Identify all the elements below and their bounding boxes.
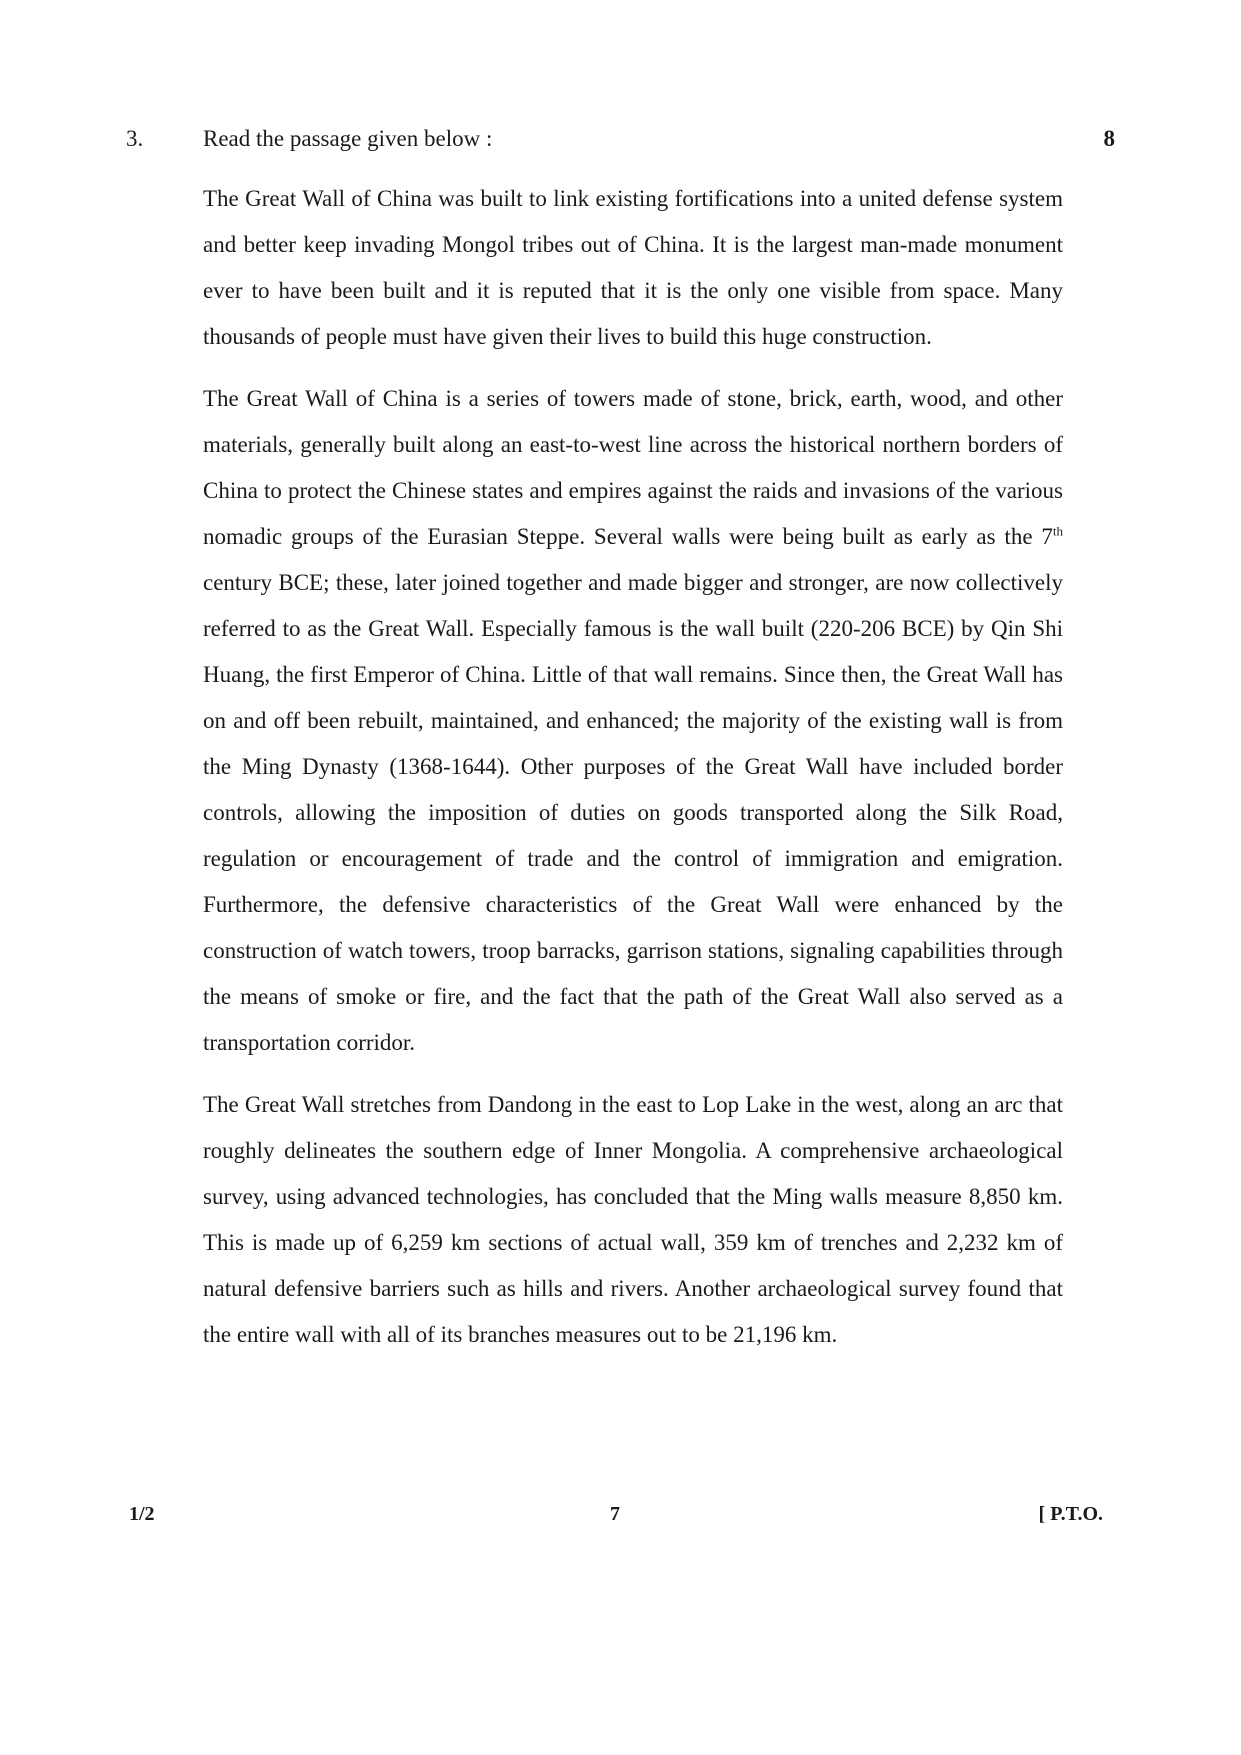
question-marks: 8 bbox=[1103, 126, 1115, 151]
question-prompt: Read the passage given below : bbox=[203, 126, 493, 151]
page-number: 7 bbox=[610, 1503, 620, 1525]
question-number: 3. bbox=[126, 126, 144, 151]
please-turn-over: [ P.T.O. bbox=[1038, 1503, 1103, 1525]
reading-passage bbox=[203, 176, 1063, 1374]
passage-paragraph-1: The Great Wall of China was built to link existing fortifications into a united defense system and better keep invading Mongol tribes out of China. It is the largest man-made monument ever to have been built and it is reputed that it is the only one visible from space. Many thousands of people must have given their lives to build this huge construction. bbox=[203, 186, 1063, 349]
paragraph-2-text-start: The Great Wall of China is a series of towers made of stone, brick, earth, wood, and other materials, generally built along an east-to-west line across the historical northern borders of China to protect the Chinese states and empires against the raids and invasions of the various nomadic groups of the Eurasian Steppe. Several walls were being built as early as the 7 bbox=[203, 386, 1063, 549]
passage-paragraph-2 bbox=[203, 376, 1063, 1066]
paragraph-2-text-end: century BCE; these, later joined together and made bigger and stronger, are now collectively referred to as the Great Wall. Especially famous is the wall built (220-206 BCE) by Qin Shi Huang, the first Emperor of China. Little of that wall remains. Since then, the Great Wall has on and off been rebuilt, maintained, and enhanced; the majority of the existing wall is from the Ming Dynasty (1368-1644). Other purposes of the Great Wall have included border controls, allowing the imposition of duties on goods transported along the Silk Road, regulation or encouragement of trade and the control of immigration and emigration. Furthermore, the defensive characteristics of the Great Wall were enhanced by the construction of watch towers, troop barracks, garrison stations, signaling capabilities through the means of smoke or fire, and the fact that the path of the Great Wall also served as a transportation corridor. bbox=[203, 570, 1063, 1055]
passage-paragraph-3: The Great Wall stretches from Dandong in the east to Lop Lake in the west, along an arc that roughly delineates the southern edge of Inner Mongolia. A comprehensive archaeological survey, using advanced technologies, has concluded that the Ming walls measure 8,850 km. This is made up of 6,259 km sections of actual wall, 359 km of trenches and 2,232 km of natural defensive barriers such as hills and rivers. Another archaeological survey found that the entire wall with all of its branches measures out to be 21,196 km. bbox=[203, 1092, 1063, 1347]
paper-code: 1/2 bbox=[129, 1503, 155, 1525]
ordinal-superscript: th bbox=[1052, 523, 1063, 539]
